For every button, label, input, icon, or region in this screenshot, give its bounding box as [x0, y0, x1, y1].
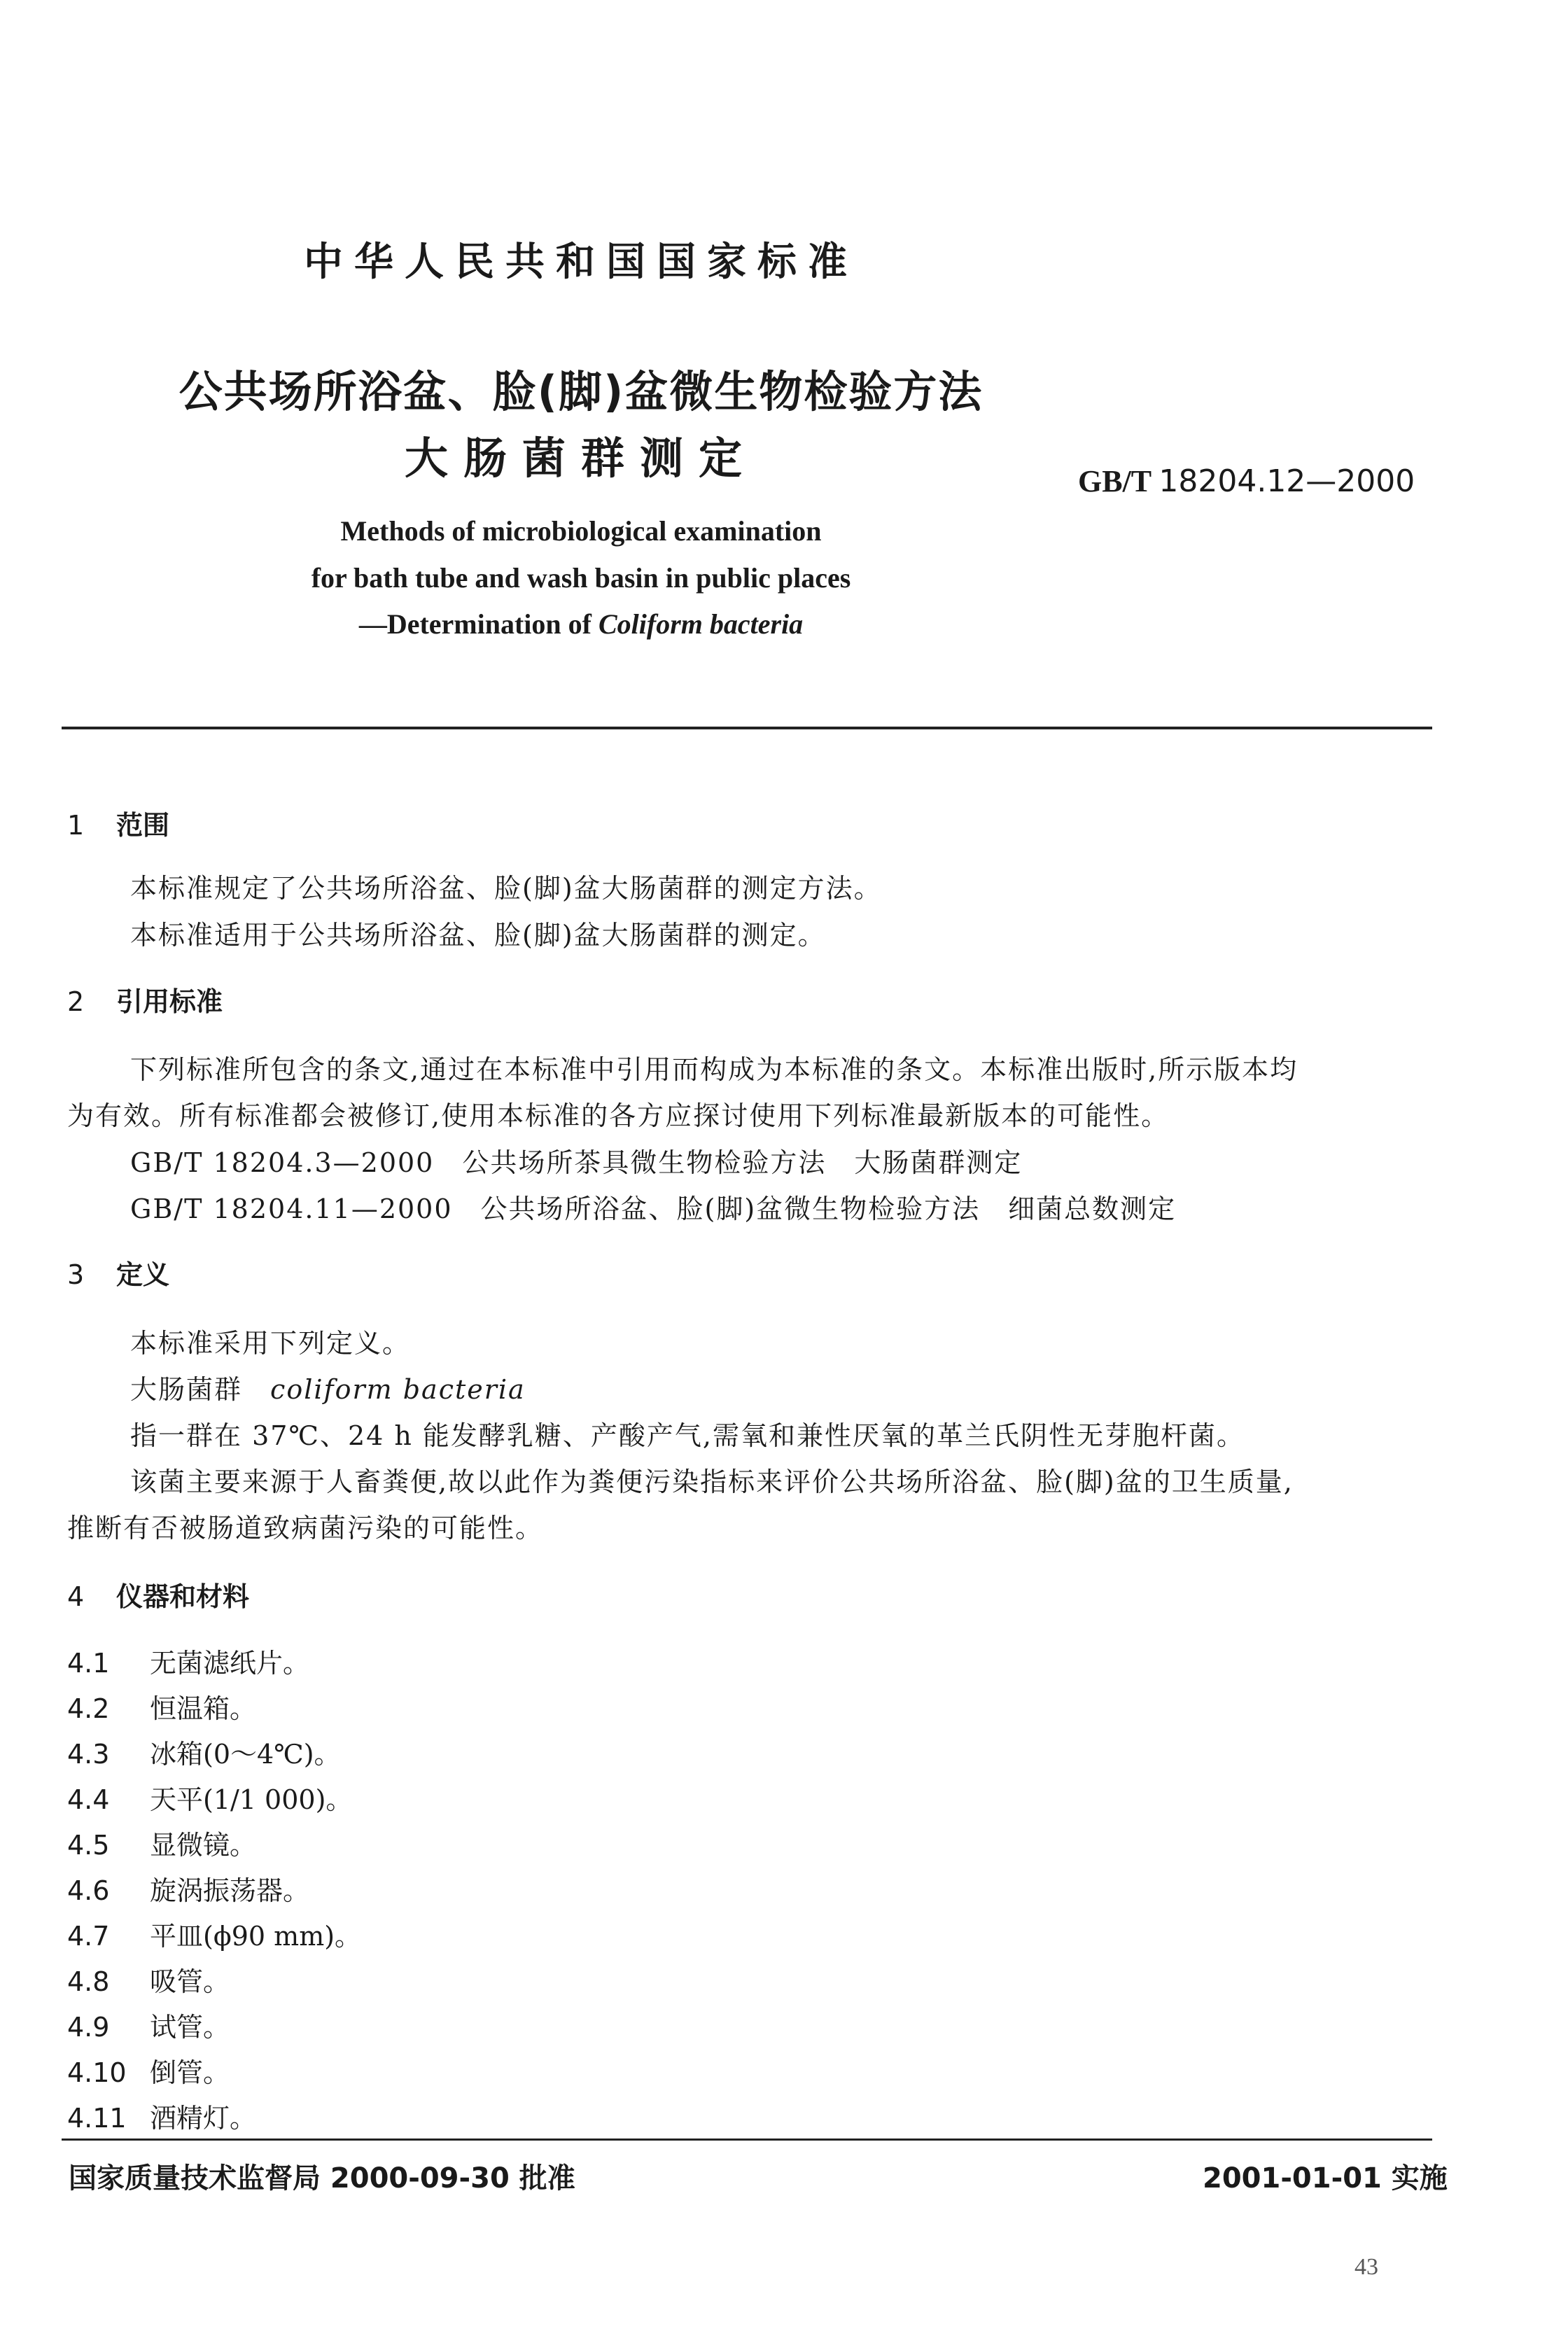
- list-item-number: 4.8: [67, 1966, 110, 1997]
- document-title-en-line2: for bath tube and wash basin in public places: [311, 562, 851, 594]
- list-item: [67, 1778, 352, 1816]
- implementation-date: 2001-01-01 实施: [1203, 2162, 1448, 2194]
- list-item-text: 冰箱(0～4℃)。: [150, 1739, 341, 1770]
- section-3-paragraph-1: 本标准采用下列定义。: [130, 1328, 411, 1359]
- list-item-text: 恒温箱。: [150, 1693, 257, 1724]
- standard-code: [1078, 463, 1415, 499]
- list-item: [67, 1960, 230, 1998]
- section-2-heading: [67, 980, 223, 1018]
- section-1-paragraph-2: 本标准适用于公共场所浴盆、脸(脚)盆大肠菌群的测定。: [130, 920, 826, 951]
- list-item-number: 4.6: [67, 1875, 110, 1906]
- list-item-text: 旋涡振荡器。: [150, 1875, 310, 1906]
- list-item: [67, 1914, 361, 1953]
- section-1-title: 范围: [116, 810, 170, 841]
- list-item-text: 平皿(ϕ90 mm)。: [150, 1921, 362, 1952]
- section-3-number: 3: [67, 1259, 85, 1290]
- header-divider: [62, 727, 1432, 729]
- title-en-line3-italic: Coliform bacteria: [598, 608, 804, 640]
- list-item-number: 4.5: [67, 1830, 110, 1861]
- section-1-number: 1: [67, 810, 85, 841]
- footer-divider: [62, 2138, 1432, 2141]
- section-2-number: 2: [67, 986, 85, 1017]
- term-cn: 大肠菌群: [130, 1374, 243, 1405]
- list-item-number: 4.11: [67, 2103, 127, 2134]
- section-3-heading: [67, 1253, 169, 1292]
- approval-note: 国家质量技术监督局 2000-09-30 批准: [69, 2162, 575, 2194]
- list-item-number: 4.3: [67, 1739, 110, 1770]
- list-item: [67, 1869, 309, 1907]
- list-item: [67, 2096, 256, 2135]
- document-title-cn-line1: 公共场所浴盆、脸(脚)盆微生物检验方法: [178, 366, 983, 417]
- list-item: [67, 1642, 309, 1680]
- list-item-number: 4.7: [67, 1921, 110, 1952]
- list-item-text: 无菌滤纸片。: [150, 1648, 310, 1679]
- section-1-heading: [67, 804, 169, 842]
- section-3-title: 定义: [116, 1259, 170, 1290]
- term-en: coliform bacteria: [270, 1374, 526, 1405]
- document-title-cn-line2: 大肠菌群测定: [404, 433, 757, 484]
- list-item-text: 天平(1/1 000)。: [150, 1784, 353, 1815]
- list-item-number: 4.10: [67, 2057, 127, 2088]
- list-item-text: 酒精灯。: [150, 2103, 257, 2134]
- standard-code-prefix: GB/T: [1078, 464, 1152, 498]
- reference-standard-1: GB/T 18204.3—2000 公共场所茶具微生物检验方法 大肠菌群测定: [130, 1147, 1023, 1178]
- section-2-paragraph-line1: 下列标准所包含的条文,通过在本标准中引用而构成为本标准的条文。本标准出版时,所示版本均: [130, 1054, 1298, 1085]
- list-item: [67, 2005, 230, 2044]
- list-item-text: 吸管。: [150, 1966, 230, 1997]
- list-item: [67, 1732, 341, 1771]
- section-3-paragraph-3-line2: 推断有否被肠道致病菌污染的可能性。: [67, 1513, 544, 1544]
- section-2-paragraph-line2: 为有效。所有标准都会被修订,使用本标准的各方应探讨使用下列标准最新版本的可能性。: [67, 1100, 1170, 1131]
- list-item: [67, 1823, 256, 1862]
- national-standard-heading: 中华人民共和国国家标准: [304, 239, 858, 285]
- list-item-text: 倒管。: [150, 2057, 230, 2088]
- list-item-text: 显微镜。: [150, 1830, 257, 1861]
- list-item-number: 4.9: [67, 2012, 110, 2043]
- list-item-number: 4.1: [67, 1648, 110, 1679]
- title-en-line3-prefix: —Determination of: [358, 608, 598, 640]
- section-4-title: 仪器和材料: [116, 1581, 250, 1612]
- list-item: [67, 1687, 256, 1726]
- list-item-number: 4.2: [67, 1693, 110, 1724]
- list-item: [67, 2051, 230, 2090]
- document-title-en-line3: [0, 608, 1162, 640]
- section-4-number: 4: [67, 1581, 85, 1612]
- document-title-en-line1: Methods of microbiological examination: [340, 515, 822, 547]
- section-3-paragraph-2: 指一群在 37℃、24 h 能发酵乳糖、产酸产气,需氧和兼性厌氧的革兰氏阴性无芽胞杆菌。: [130, 1420, 1245, 1451]
- page-number: 43: [1354, 2254, 1378, 2280]
- section-1-paragraph-1: 本标准规定了公共场所浴盆、脸(脚)盆大肠菌群的测定方法。: [130, 873, 882, 904]
- reference-standard-2: GB/T 18204.11—2000 公共场所浴盆、脸(脚)盆微生物检验方法 细菌总数测定: [130, 1194, 1177, 1224]
- term-definition: [130, 1368, 526, 1406]
- list-item-text: 试管。: [150, 2012, 230, 2043]
- standard-code-number: 18204.12—2000: [1158, 463, 1415, 499]
- list-item-number: 4.4: [67, 1784, 110, 1815]
- section-4-heading: [67, 1575, 249, 1614]
- section-2-title: 引用标准: [116, 986, 223, 1017]
- section-3-paragraph-3-line1: 该菌主要来源于人畜粪便,故以此作为粪便污染指标来评价公共场所浴盆、脸(脚)盆的卫生质量,: [130, 1466, 1294, 1497]
